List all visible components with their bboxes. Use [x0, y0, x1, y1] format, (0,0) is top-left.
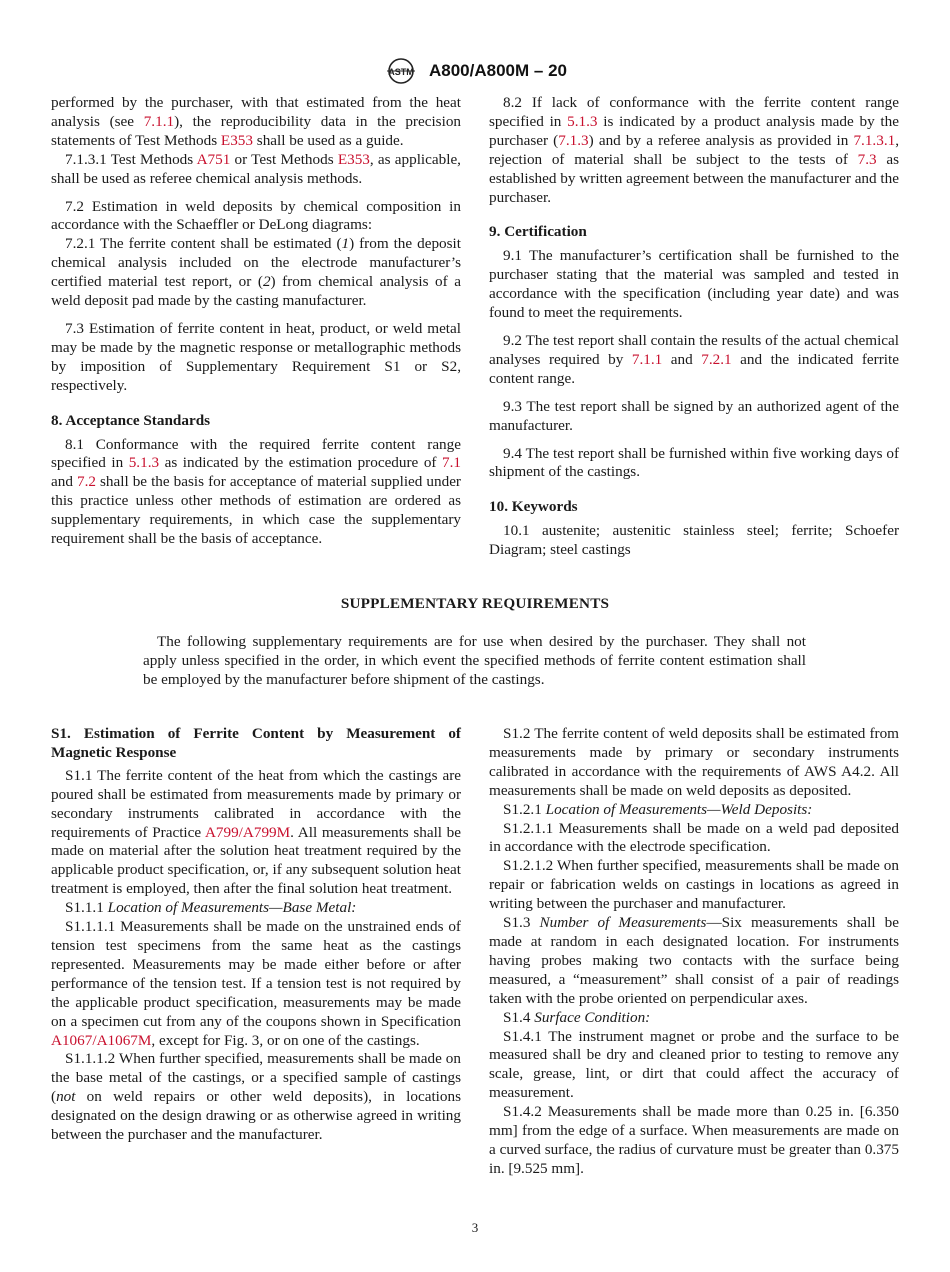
- paragraph-s1-2-1-2: S1.2.1.2 When further specified, measurements shall be made on repair or fabrication welds on castings in locations as agreed in writing between the purchaser and manufacturer.: [489, 857, 899, 913]
- paragraph-s1-3: S1.3 Number of Measurements—Six measurements shall be made at random in each designated location. For instruments having probes making two contacts with the surface being measured, a “measurement” shall consist of a pair of readings taken with the probe oriented on perpendicular axes.: [489, 914, 900, 1007]
- page-header: [0, 57, 950, 85]
- ref-link-a1067[interactable]: A1067/A1067M: [51, 1031, 152, 1049]
- paragraph-s1-4-2: S1.4.2 Measurements shall be made more than 0.25 in. [6.350 mm] from the edge of a surface. When measurements are made on a curved surface, the radius of curvature must be greater than 0.375 in. [9.525 mm].: [489, 1103, 899, 1177]
- svg-text:ASTM: ASTM: [388, 67, 414, 77]
- paragraph-8-1: 8.1 Conformance with the required ferrite content range specified in 5.1.3 as indicated by the estimation procedure of 7.1 and 7.2 shall be the basis for acceptance of material supplied under this practice unless other methods of estimation are ordered as supplementary requirements, in which case the supplementary requirement shall be the basis of acceptance.: [51, 435, 461, 548]
- paragraph-7-1-3-1: 7.1.3.1 Test Methods A751 or Test Methods E353, as applicable, shall be used as referee chemical analysis methods.: [51, 150, 461, 187]
- section-heading-s1: S1. Estimation of Ferrite Content by Measurement of Magnetic Response: [51, 725, 461, 761]
- paragraph-9-4: 9.4 The test report shall be furnished within five working days of shipment of the castings.: [489, 444, 899, 481]
- paragraph-7-2: 7.2 Estimation in weld deposits by chemical composition in accordance with the Schaeffler or DeLong diagrams:: [51, 197, 461, 234]
- ref-link-e353[interactable]: E353: [220, 131, 253, 149]
- right-column-top: [489, 94, 899, 560]
- paragraph-7-1-3-cont: performed by the purchaser, with that estimated from the heat analysis (see 7.1.1), the reproducibility data in the precision statements of Test Methods E353 shall be used as a guide.: [51, 94, 462, 149]
- ref-link-a799[interactable]: A799/A799M: [204, 823, 291, 841]
- supplementary-requirements-heading: SUPPLEMENTARY REQUIREMENTS: [340, 595, 610, 612]
- paragraph-10-1: 10.1 austenite; austenitic stainless steel; ferrite; Schoefer Diagram; steel castings: [489, 522, 899, 559]
- paragraph-9-2: 9.2 The test report shall contain the results of the actual chemical analyses required by 7.1.1 and 7.2.1 and the indicated ferrite content range.: [489, 331, 899, 387]
- paragraph-s1-4: S1.4 Surface Condition:: [503, 1008, 651, 1026]
- page-number: 3: [471, 1220, 479, 1235]
- left-column-top: [51, 94, 461, 549]
- section-heading-9: 9. Certification: [489, 223, 587, 241]
- section-heading-10: 10. Keywords: [489, 498, 578, 516]
- paragraph-8-2: 8.2 If lack of conformance with the ferrite content range specified in 5.1.3 is indicated by a product analysis made by the purchaser (7.1.3) and by a referee analysis as provided in 7.1.3.1, rejection of material shall be subject to the tests of 7.3 as established by written agreement between the manufacturer and the purchaser.: [489, 94, 899, 206]
- document-designation: A800/A800M – 20: [429, 61, 567, 80]
- ref-link-7-1-3[interactable]: 7.1.3: [558, 131, 589, 149]
- ref-link-5-1-3[interactable]: 5.1.3: [567, 112, 598, 130]
- ref-link-7-1-1[interactable]: 7.1.1: [631, 350, 663, 368]
- section-heading-8: 8. Acceptance Standards: [51, 411, 211, 429]
- paragraph-s1-1-1-2: S1.1.1.2 When further specified, measurements shall be made on the base metal of the castings, or a specified sample of castings (not on weld repairs or other weld deposits), in locations designated on the design drawing or as otherwise agreed in writing between the purchaser and the manufacturer.: [51, 1050, 461, 1144]
- paragraph-s1-1: S1.1 The ferrite content of the heat from which the castings are poured shall be estimated from measurements made by primary or secondary instruments calibrated in accordance with the requirements of Practice A799/A799M. All measurements shall be made on material after the solution heat treatment required by the applicable product specification, or, if any subsequent solution heat treatment is employed, then after the final solution heat treatment.: [51, 766, 461, 898]
- ref-link-7-1-1[interactable]: 7.1.1: [143, 112, 175, 130]
- ref-link-7-1[interactable]: 7.1: [442, 454, 461, 472]
- paragraph-7-3: 7.3 Estimation of ferrite content in heat, product, or weld metal may be made by the magnetic response or metallographic methods by imposition of Supplementary Requirement S1 or S2, respectively.: [51, 319, 461, 394]
- paragraph-s1-2-1: S1.2.1 Location of Measurements—Weld Deposits:: [503, 800, 813, 818]
- ref-link-e353[interactable]: E353: [337, 150, 370, 168]
- paragraph-s1-1-1: S1.1.1 Location of Measurements—Base Metal:: [65, 899, 357, 917]
- paragraph-7-2-1: 7.2.1 The ferrite content shall be estimated (1) from the deposit chemical analysis included on the electrode manufacturer’s certified material test report, or (2) from chemical analysis of a weld deposit pad made by the casting manufacturer.: [51, 235, 462, 310]
- left-column-bottom: [51, 725, 461, 1145]
- ref-link-7-3[interactable]: 7.3: [857, 150, 877, 168]
- supplementary-intro: The following supplementary requirements are for use when desired by the purchaser. They shall not apply unless specified in the order, in which event the specified methods of ferrite content estimation shall be employed by the manufacturer before shipment of the castings.: [143, 633, 806, 688]
- ref-link-5-1-3[interactable]: 5.1.3: [128, 454, 160, 472]
- paragraph-s1-2-1-1: S1.2.1.1 Measurements shall be made on a weld pad deposited in accordance with the electrode specification.: [489, 819, 899, 856]
- paragraph-s1-2: S1.2 The ferrite content of weld deposits shall be estimated from measurements made by primary or secondary instruments calibrated in accordance with the requirements of AWS A4.2. All measurements shall be made on weld deposits as deposited.: [489, 725, 899, 799]
- right-column-bottom: [489, 725, 899, 1179]
- ref-link-7-2[interactable]: 7.2: [76, 473, 96, 491]
- ref-link-a751[interactable]: A751: [196, 150, 231, 168]
- paragraph-s1-4-1: S1.4.1 The instrument magnet or probe and the surface to be measured shall be dry and cleaned prior to testing to remove any scale, grease, lint, or dirt that could affect the accuracy of measurement.: [489, 1027, 899, 1102]
- paragraph-9-1: 9.1 The manufacturer’s certification shall be furnished to the purchaser stating that the material was sampled and tested in accordance with the specification (including year date) and was found to meet the requirements.: [489, 247, 899, 322]
- astm-logo-icon: [383, 57, 419, 85]
- paragraph-s1-1-1-1: S1.1.1.1 Measurements shall be made on the unstrained ends of tension test specimens from the same heat as the castings represented. Measurements may be made either before or after performance of the tension test. If a tension test is not required by the applicable product specification, measurements may be made on a specimen cut from any of the coupons shown in Specification A1067/A1067M, except for Fig. 3, or on one of the castings.: [51, 918, 461, 1049]
- ref-link-7-2-1[interactable]: 7.2.1: [701, 350, 732, 368]
- ref-link-7-1-3-1[interactable]: 7.1.3.1: [853, 131, 896, 149]
- paragraph-9-3: 9.3 The test report shall be signed by an authorized agent of the manufacturer.: [489, 397, 899, 434]
